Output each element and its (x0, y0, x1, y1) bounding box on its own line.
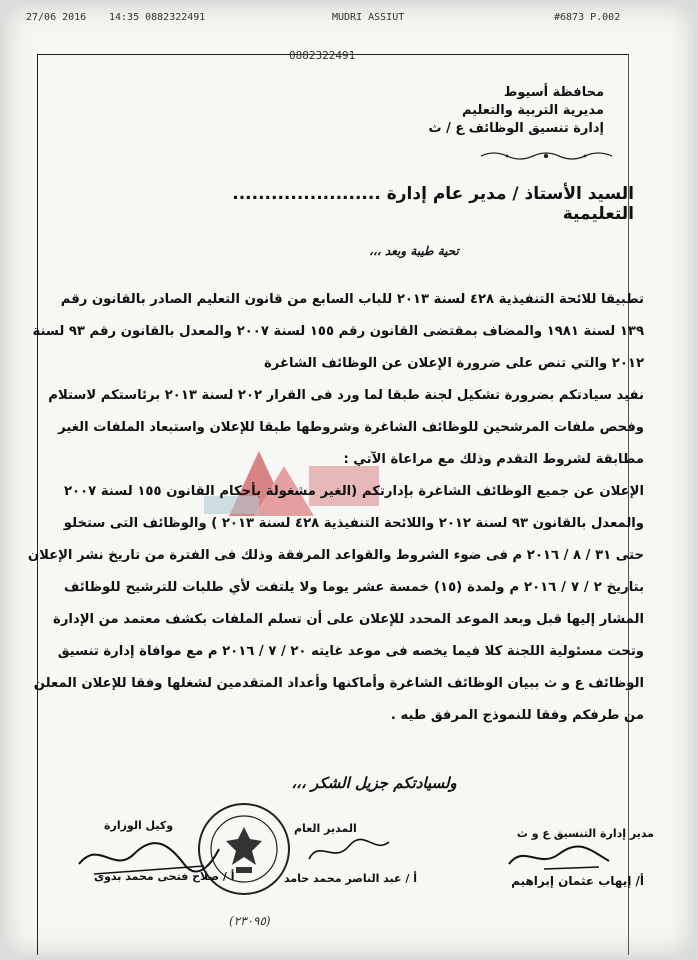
signature-right-name: أ/ إيهاب عثمان إبراهيم (511, 874, 644, 888)
fax-time-phone: 14:35 0882322491 (109, 12, 206, 23)
handwritten-reference-number: (٢٣٠٩٥) (229, 914, 271, 928)
signature-scribble-left-icon (74, 834, 224, 879)
body-line: وتحت مسئولية اللجنة كلا فيما يخصه فى موعد غايته ٢٠ / ٧ / ٢٠١٦ م مع موافاة إدارة تنسيق (57, 644, 644, 659)
letterhead-directorate: مديرية التربية والتعليم (461, 103, 604, 118)
signature-left-name: أ / صلاح فتحى محمد بدوى (94, 870, 235, 883)
body-line: ١٣٩ لسنة ١٩٨١ والمضاف بمقتضى القانون رقم ١٥٥ لسنة ٢٠٠٧ والمعدل بالقانون رقم ٩٣ لسنة (32, 324, 644, 339)
greeting: تحية طيبة وبعد ،،، (369, 244, 459, 258)
body-line: بتاريخ ٢ / ٧ / ٢٠١٦ م ولمدة (١٥) خمسة عشر يوما ولا يلتفت لأي طلبات للترشيح للوظائف (64, 580, 645, 595)
body-line: الإعلان عن جميع الوظائف الشاغرة بإدارتكم (الغير مشغولة بأحكام القانون ١٥٥ لسنة ٢٠٠٧ (64, 484, 645, 499)
letter-body (27, 284, 645, 732)
signature-scribble-middle-icon (304, 834, 394, 869)
body-line: والمعدل بالقانون ٩٣ لسنة ٢٠١٢ واللائحة التنفيذية ٤٢٨ لسنة ٢٠١٣ ) والوظائف التى ستخلو (63, 516, 644, 531)
fax-header (4, 12, 694, 28)
letterhead-governorate: محافظة أسيوط (503, 85, 604, 100)
body-line: تطبيقا للائحة التنفيذية ٤٢٨ لسنة ٢٠١٣ للباب السابع من قانون التعليم الصادر بالقانون رقم (60, 292, 644, 307)
body-line: وفحص ملفات المرشحين للوظائف الشاغرة وشروطها طبقا للإعلان واستبعاد الملفات الغير (58, 420, 644, 435)
signature-middle-name: أ / عبد الناصر محمد حامد (284, 872, 417, 885)
letterhead-department: إدارة تنسيق الوظائف ع / ث (428, 121, 604, 136)
fax-page: #6873 P.002 (554, 12, 621, 23)
body-line: المشار إليها قبل وبعد الموعد المحدد للإعلان على أن تسلم الملفات بكشف معتمد من الإدارة (53, 612, 644, 627)
body-line: ٢٠١٢ والتي تنص على ضرورة الإعلان عن الوظائف الشاغرة (263, 356, 644, 371)
fax-sender: MUDRI ASSIUT (332, 12, 405, 23)
body-line: نفيد سيادتكم بضرورة تشكيل لجنة طبقا لما ورد فى القرار ٢٠٢ لسنة ٢٠١٣ برئاستكم لاستلام (48, 388, 644, 403)
frame-phone-number: 0882322491 (289, 49, 356, 62)
document-page (4, 4, 694, 956)
fax-date: 27/06 2016 (26, 12, 87, 23)
body-line: الوظائف ع و ث ببيان الوظائف الشاغرة وأماكنها وأعداد المتقدمين لشغلها وفقا للإعلان المعلن (33, 676, 644, 691)
signature-right-title: مدير إدارة التنسيق ع و ث (516, 827, 654, 840)
signature-left-title: وكيل الوزارة (104, 819, 174, 832)
letterhead (429, 84, 604, 138)
addressee-line: السيد الأستاذ / مدير عام إدارة ....................... التعليمية (232, 184, 634, 224)
ornament-divider-icon (479, 150, 614, 162)
signature-middle-title: المدير العام (294, 822, 357, 835)
body-line: من طرفكم وفقا للنموذج المرفق طيه . (390, 708, 644, 723)
body-line: حتى ٣١ / ٨ / ٢٠١٦ م فى ضوء الشروط والقواعد المرفقة وذلك فى الفترة من تاريخ نشر الإعلان (27, 548, 644, 563)
closing-line: ولسيادتكم جزيل الشكر ،،، (291, 774, 457, 792)
body-line: مطابقة لشروط التقدم وذلك مع مراعاة الآتي : (343, 452, 644, 467)
signature-scribble-right-icon (504, 839, 614, 874)
